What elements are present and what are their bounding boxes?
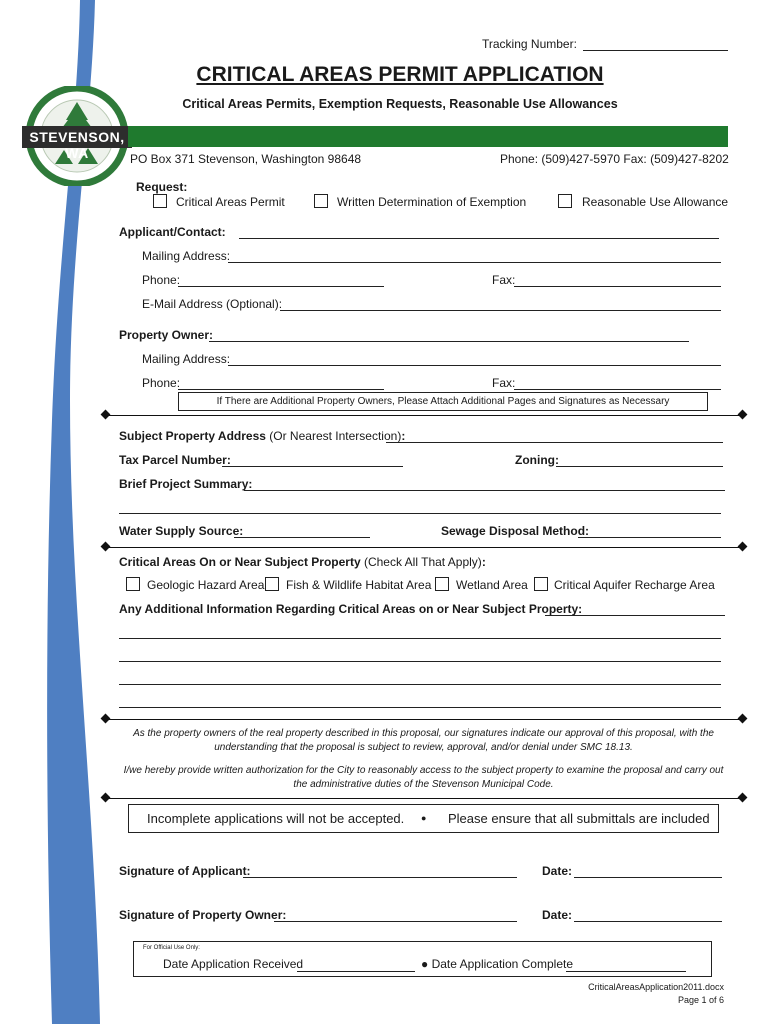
- official-use-label: For Official Use Only:: [143, 945, 200, 951]
- owner-mailing-label: Mailing Address:: [142, 352, 231, 366]
- city-logo: [22, 86, 132, 186]
- green-header-bar: [128, 126, 728, 147]
- property-address-field[interactable]: [386, 442, 723, 443]
- applicant-date-label: Date:: [542, 864, 573, 878]
- owner-fax-field[interactable]: [514, 389, 721, 390]
- checkbox-fish-wildlife[interactable]: [265, 577, 279, 591]
- checkbox-exemption[interactable]: [314, 194, 328, 208]
- notice-right-text: Please ensure that all submittals are included: [448, 811, 710, 826]
- option-aquifer-recharge: Critical Aquifer Recharge Area: [554, 578, 715, 592]
- official-use-box: [133, 941, 712, 977]
- date-received-label: Date Application Received: [163, 957, 304, 971]
- owner-signature-field[interactable]: [274, 921, 517, 922]
- owner-phone-field[interactable]: [178, 389, 384, 390]
- applicant-mailing-field[interactable]: [228, 262, 721, 263]
- checkbox-critical-areas-permit[interactable]: [153, 194, 167, 208]
- additional-info-field-4[interactable]: [119, 684, 721, 685]
- applicant-email-field[interactable]: [280, 310, 721, 311]
- owner-mailing-field[interactable]: [228, 365, 721, 366]
- additional-info-field-5[interactable]: [119, 707, 721, 708]
- zoning-field[interactable]: [556, 466, 723, 467]
- footer-filename: CriticalAreasApplication2011.docx: [588, 982, 724, 992]
- additional-info-field-3[interactable]: [119, 661, 721, 662]
- applicant-phone-field[interactable]: [178, 286, 384, 287]
- tax-parcel-field[interactable]: [222, 466, 403, 467]
- tracking-number-label: Tracking Number:: [482, 37, 577, 51]
- project-summary-field[interactable]: [244, 490, 725, 491]
- owner-fax-label: Fax:: [492, 376, 516, 390]
- checkbox-geologic-hazard[interactable]: [126, 577, 140, 591]
- incomplete-notice-box: [128, 804, 719, 833]
- section-divider: [106, 415, 742, 416]
- city-phone-fax: Phone: (509)427-5970 Fax: (509)427-8202: [500, 152, 729, 166]
- applicant-field[interactable]: [239, 238, 719, 239]
- section-divider: [106, 547, 742, 548]
- date-received-field[interactable]: [297, 971, 415, 972]
- owner-field[interactable]: [209, 341, 689, 342]
- additional-owners-note: If There are Additional Property Owners, Please Attach Additional Pages and Signatures as Necessary: [178, 392, 708, 411]
- city-address: PO Box 371 Stevenson, Washington 98648: [130, 152, 362, 166]
- owner-date-field[interactable]: [574, 921, 722, 922]
- option-wetland: Wetland Area: [456, 578, 528, 592]
- owner-label: Property Owner:: [119, 328, 214, 342]
- section-divider: [106, 719, 742, 720]
- additional-info-field[interactable]: [545, 615, 725, 616]
- owner-signature-label: Signature of Property Owner:: [119, 908, 287, 922]
- option-fish-wildlife: Fish & Wildlife Habitat Area: [286, 578, 432, 592]
- approval-statement: As the property owners of the real property described in this proposal, our signatures indicate our approval of this proposal, with the understanding that the proposal is subject to review, approval, and/or denial under SMC 18.13.: [133, 728, 714, 753]
- applicant-signature-field[interactable]: [243, 877, 517, 878]
- sewage-disposal-field[interactable]: [578, 537, 721, 538]
- zoning-label: Zoning:: [515, 453, 559, 467]
- applicant-fax-label: Fax:: [492, 273, 516, 287]
- applicant-fax-field[interactable]: [514, 286, 721, 287]
- applicant-date-field[interactable]: [574, 877, 722, 878]
- applicant-label: Applicant/Contact:: [119, 225, 226, 239]
- applicant-phone-label: Phone:: [142, 273, 181, 287]
- footer-page-number: Page 1 of 6: [677, 995, 724, 1005]
- critical-areas-label: Critical Areas On or Near Subject Property (Check All That Apply):: [119, 555, 486, 569]
- checkbox-aquifer-recharge[interactable]: [534, 577, 548, 591]
- sewage-disposal-label: Sewage Disposal Method:: [441, 524, 590, 538]
- applicant-signature-label: Signature of Applicant:: [119, 864, 251, 878]
- logo-text: STEVENSON, WA: [29, 129, 125, 161]
- project-summary-field-2[interactable]: [119, 513, 721, 514]
- water-supply-label: Water Supply Source:: [119, 524, 244, 538]
- request-label: Request:: [136, 180, 188, 194]
- applicant-email-label: E-Mail Address (Optional):: [142, 297, 283, 311]
- option-exemption: Written Determination of Exemption: [337, 195, 527, 209]
- option-critical-areas-permit: Critical Areas Permit: [176, 195, 285, 209]
- checkbox-reasonable-use[interactable]: [558, 194, 572, 208]
- applicant-mailing-label: Mailing Address:: [142, 249, 231, 263]
- property-address-label: Subject Property Address (Or Nearest Intersection):: [119, 429, 406, 443]
- owner-date-label: Date:: [542, 908, 573, 922]
- authorization-statement: I/we hereby provide written authorization for the City to reasonably access to the subject property to examine the proposal and carry out the administrative duties of the Stevenson Municipal Code.: [123, 765, 724, 790]
- option-geologic-hazard: Geologic Hazard Area: [147, 578, 265, 592]
- owner-phone-label: Phone:: [142, 376, 181, 390]
- notice-left-text: Incomplete applications will not be accepted.: [147, 811, 405, 826]
- water-supply-field[interactable]: [234, 537, 370, 538]
- notice-bullet: ●: [421, 813, 427, 823]
- project-summary-label: Brief Project Summary:: [119, 477, 253, 491]
- additional-info-label: Any Additional Information Regarding Critical Areas on or Near Subject Property:: [119, 602, 583, 616]
- page-subtitle: Critical Areas Permits, Exemption Requests, Reasonable Use Allowances: [182, 97, 618, 111]
- date-complete-label: ● Date Application Complete: [421, 957, 573, 971]
- tax-parcel-label: Tax Parcel Number:: [119, 453, 231, 467]
- tracking-number-field[interactable]: [583, 50, 728, 51]
- date-complete-field[interactable]: [566, 971, 686, 972]
- option-reasonable-use: Reasonable Use Allowance: [582, 195, 729, 209]
- checkbox-wetland[interactable]: [435, 577, 449, 591]
- additional-info-field-2[interactable]: [119, 638, 721, 639]
- page-title: CRITICAL AREAS PERMIT APPLICATION: [196, 63, 604, 86]
- section-divider: [106, 798, 742, 799]
